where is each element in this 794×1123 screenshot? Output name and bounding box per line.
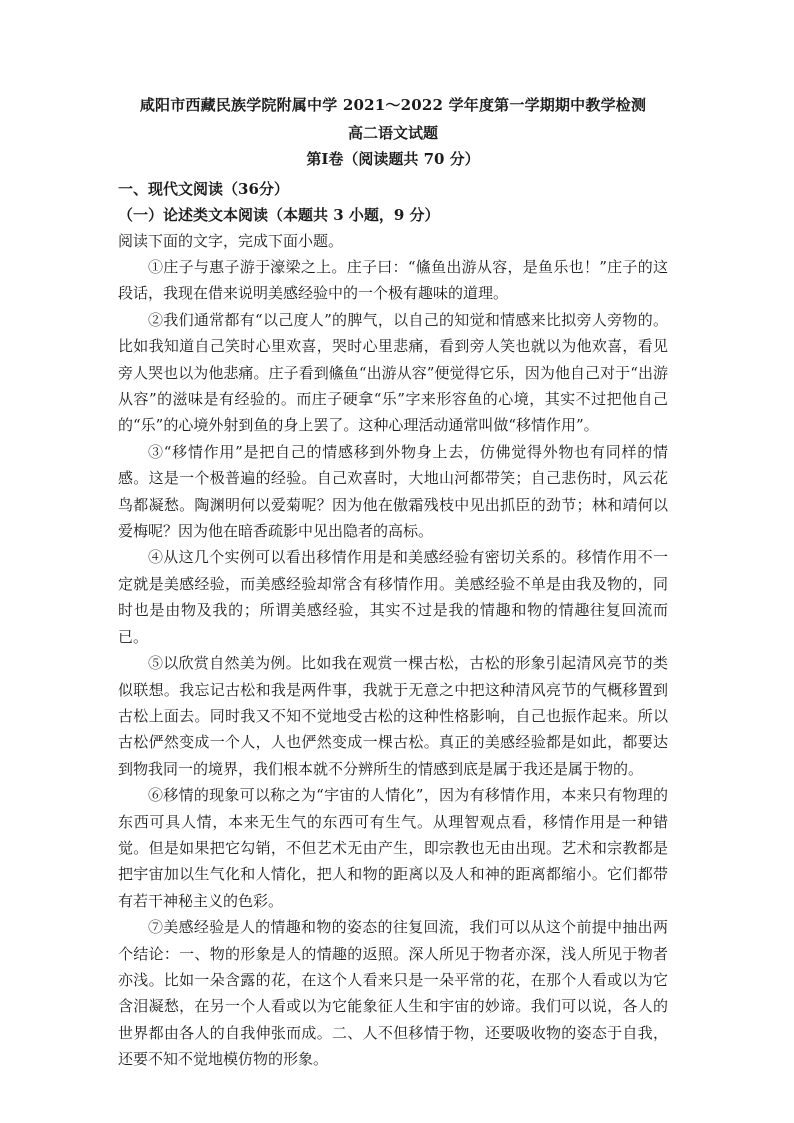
passage-paragraph-7: ⑦美感经验是人的情趣和物的姿态的往复回流，我们可以从这个前提中抽出两个结论：一、物的形象是人的情趣的返照。深人所见于物者亦深，浅人所见于物者亦浅。比如一朵含露的花，在这个人看来只是一朵平常的花，在那个人看或以为它含泪凝愁，在另一个人看或以为它能象征人生和宇宙的妙谛。我们可以说，各人的世界都由各人的自我伸张而成。二、人不但移情于物，还要吸收物的姿态于自我，还要不知不觉地模仿物的形象。	[118, 918, 668, 1069]
passage-paragraph-2: ②我们通常都有“以己度人”的脾气，以自己的知觉和情感来比拟旁人旁物的。比如我知道自己笑时心里欢喜，哭时心里悲痛，看到旁人笑也就以为他欢喜，看见旁人哭也以为他悲痛。庄子看到鯈鱼“出游从容”便觉得它乐，因为他自己对于“出游从容”的滋味是有经验的。而庄子硬拿“乐”字来形容鱼的心境，其实不过把他自己的“乐”的心境外射到鱼的身上罢了。这种心理活动通常叫做“移情作用”。	[118, 310, 668, 435]
volume-heading: 第Ⅰ卷（阅读题共 70 分）	[306, 150, 480, 168]
passage-paragraph-3: ③“移情作用”是把自己的情感移到外物身上去，仿佛觉得外物也有同样的情感。这是一个极普遍的经验。自己欢喜时，大地山河都带笑；自己悲伤时，风云花鸟都凝愁。陶渊明何以爱菊呢？因为他在傲霜残枝中见出抓臣的劲节；林和靖何以爱梅呢？因为他在暗香疏影中见出隐者的高标。	[118, 442, 668, 541]
passage-paragraph-5: ⑤以欣赏自然美为例。比如我在观赏一棵古松，古松的形象引起清风亮节的类似联想。我忘记古松和我是两件事，我就于无意之中把这种清风亮节的气概移置到古松上面去。同时我又不知不觉地受古松的这种性格影响，自己也振作起来。所以古松俨然变成一个人，人也俨然变成一棵古松。真正的美感经验都是如此，都要达到物我同一的境界，我们根本就不分辨所生的情感到底是属于我还是属于物的。	[118, 654, 668, 778]
section-heading: 一、现代文阅读（36分）	[118, 180, 289, 198]
passage-paragraph-4: ④从这几个实例可以看出移情作用是和美感经验有密切关系的。移情作用不一定就是美感经验，而美感经验却常含有移情作用。美感经验不单是由我及物的，同时也是由物及我的；所谓美感经验，其实不过是我的情趣和物的情趣往复回流而已。	[118, 548, 668, 646]
passage-paragraph-6: ⑥移情的现象可以称之为“宇宙的人情化”，因为有移情作用，本来只有物理的东西可具人情，本来无生气的东西可有生气。从理智观点看，移情作用是一种错觉。但是如果把它勾销，不但艺术无由产生，即宗教也无由出现。艺术和宗教都是把宇宙加以生气化和人情化，把人和物的距离以及人和神的距离都缩小。它们都带有若干神秘主义的色彩。	[118, 786, 668, 910]
reading-passage	[118, 254, 668, 1073]
exam-title: 咸阳市西藏民族学院附属中学 2021～2022 学年度第一学期期中教学检测	[139, 96, 647, 114]
section-subheading: （一）论述类文本阅读（本题共 3 小题，9 分）	[118, 206, 440, 224]
passage-paragraph-1: ①庄子与惠子游于濠梁之上。庄子曰：“鯈鱼出游从容，是鱼乐也！”庄子的这段话，我现在借来说明美感经验中的一个极有趣味的道理。	[118, 258, 668, 303]
exam-subtitle: 高二语文试题	[347, 124, 438, 142]
reading-instruction: 阅读下面的文字，完成下面小题。	[118, 232, 344, 250]
